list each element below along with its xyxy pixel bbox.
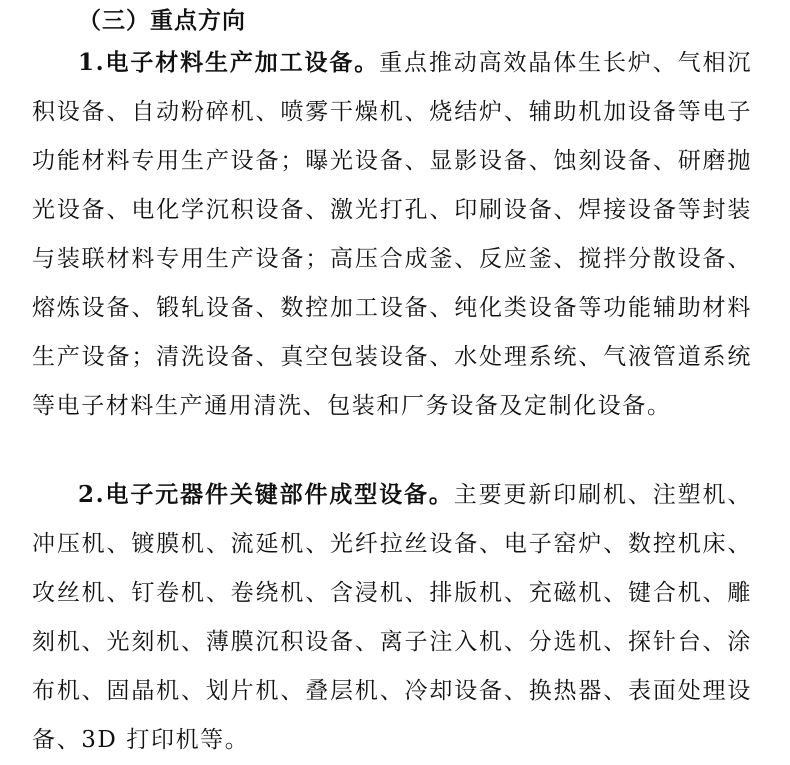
paragraph-component-forming-equipment [32, 470, 752, 765]
paragraph-body-text: 主要更新印刷机、注塑机、冲压机、镀膜机、流延机、光纤拉丝设备、电子窑炉、数控机床、攻丝机、钉卷机、卷绕机、含浸机、排版机、充磁机、键合机、雕刻机、光刻机、薄膜沉积设备、离子注入机、分选机、探针台、涂布机、固晶机、划片机、叠层机、冷却设备、换热器、表面处理设备、3D 打印机等。 [32, 482, 752, 753]
paragraph-lead-title: 2.电子元器件关键部件成型设备。 [78, 481, 454, 508]
paragraph-lead-title: 1.电子材料生产加工设备。 [78, 49, 380, 76]
paragraph-body-text: 重点推动高效晶体生长炉、气相沉积设备、自动粉碎机、喷雾干燥机、烧结炉、辅助机加设备等电子功能材料专用生产设备；曝光设备、显影设备、蚀刻设备、研磨抛光设备、电化学沉积设备、激光打孔、印刷设备、焊接设备等封装与装联材料专用生产设备；高压合成釜、反应釜、搅拌分散设备、熔炼设备、锻轧设备、数控加工设备、纯化类设备等功能辅助材料生产设备；清洗设备、真空包装设备、水处理系统、气液管道系统等电子材料生产通用清洗、包装和厂务设备及定制化设备。 [32, 50, 753, 419]
paragraph-electronic-materials-equipment [32, 38, 752, 431]
section-heading: （三）重点方向 [78, 7, 246, 34]
